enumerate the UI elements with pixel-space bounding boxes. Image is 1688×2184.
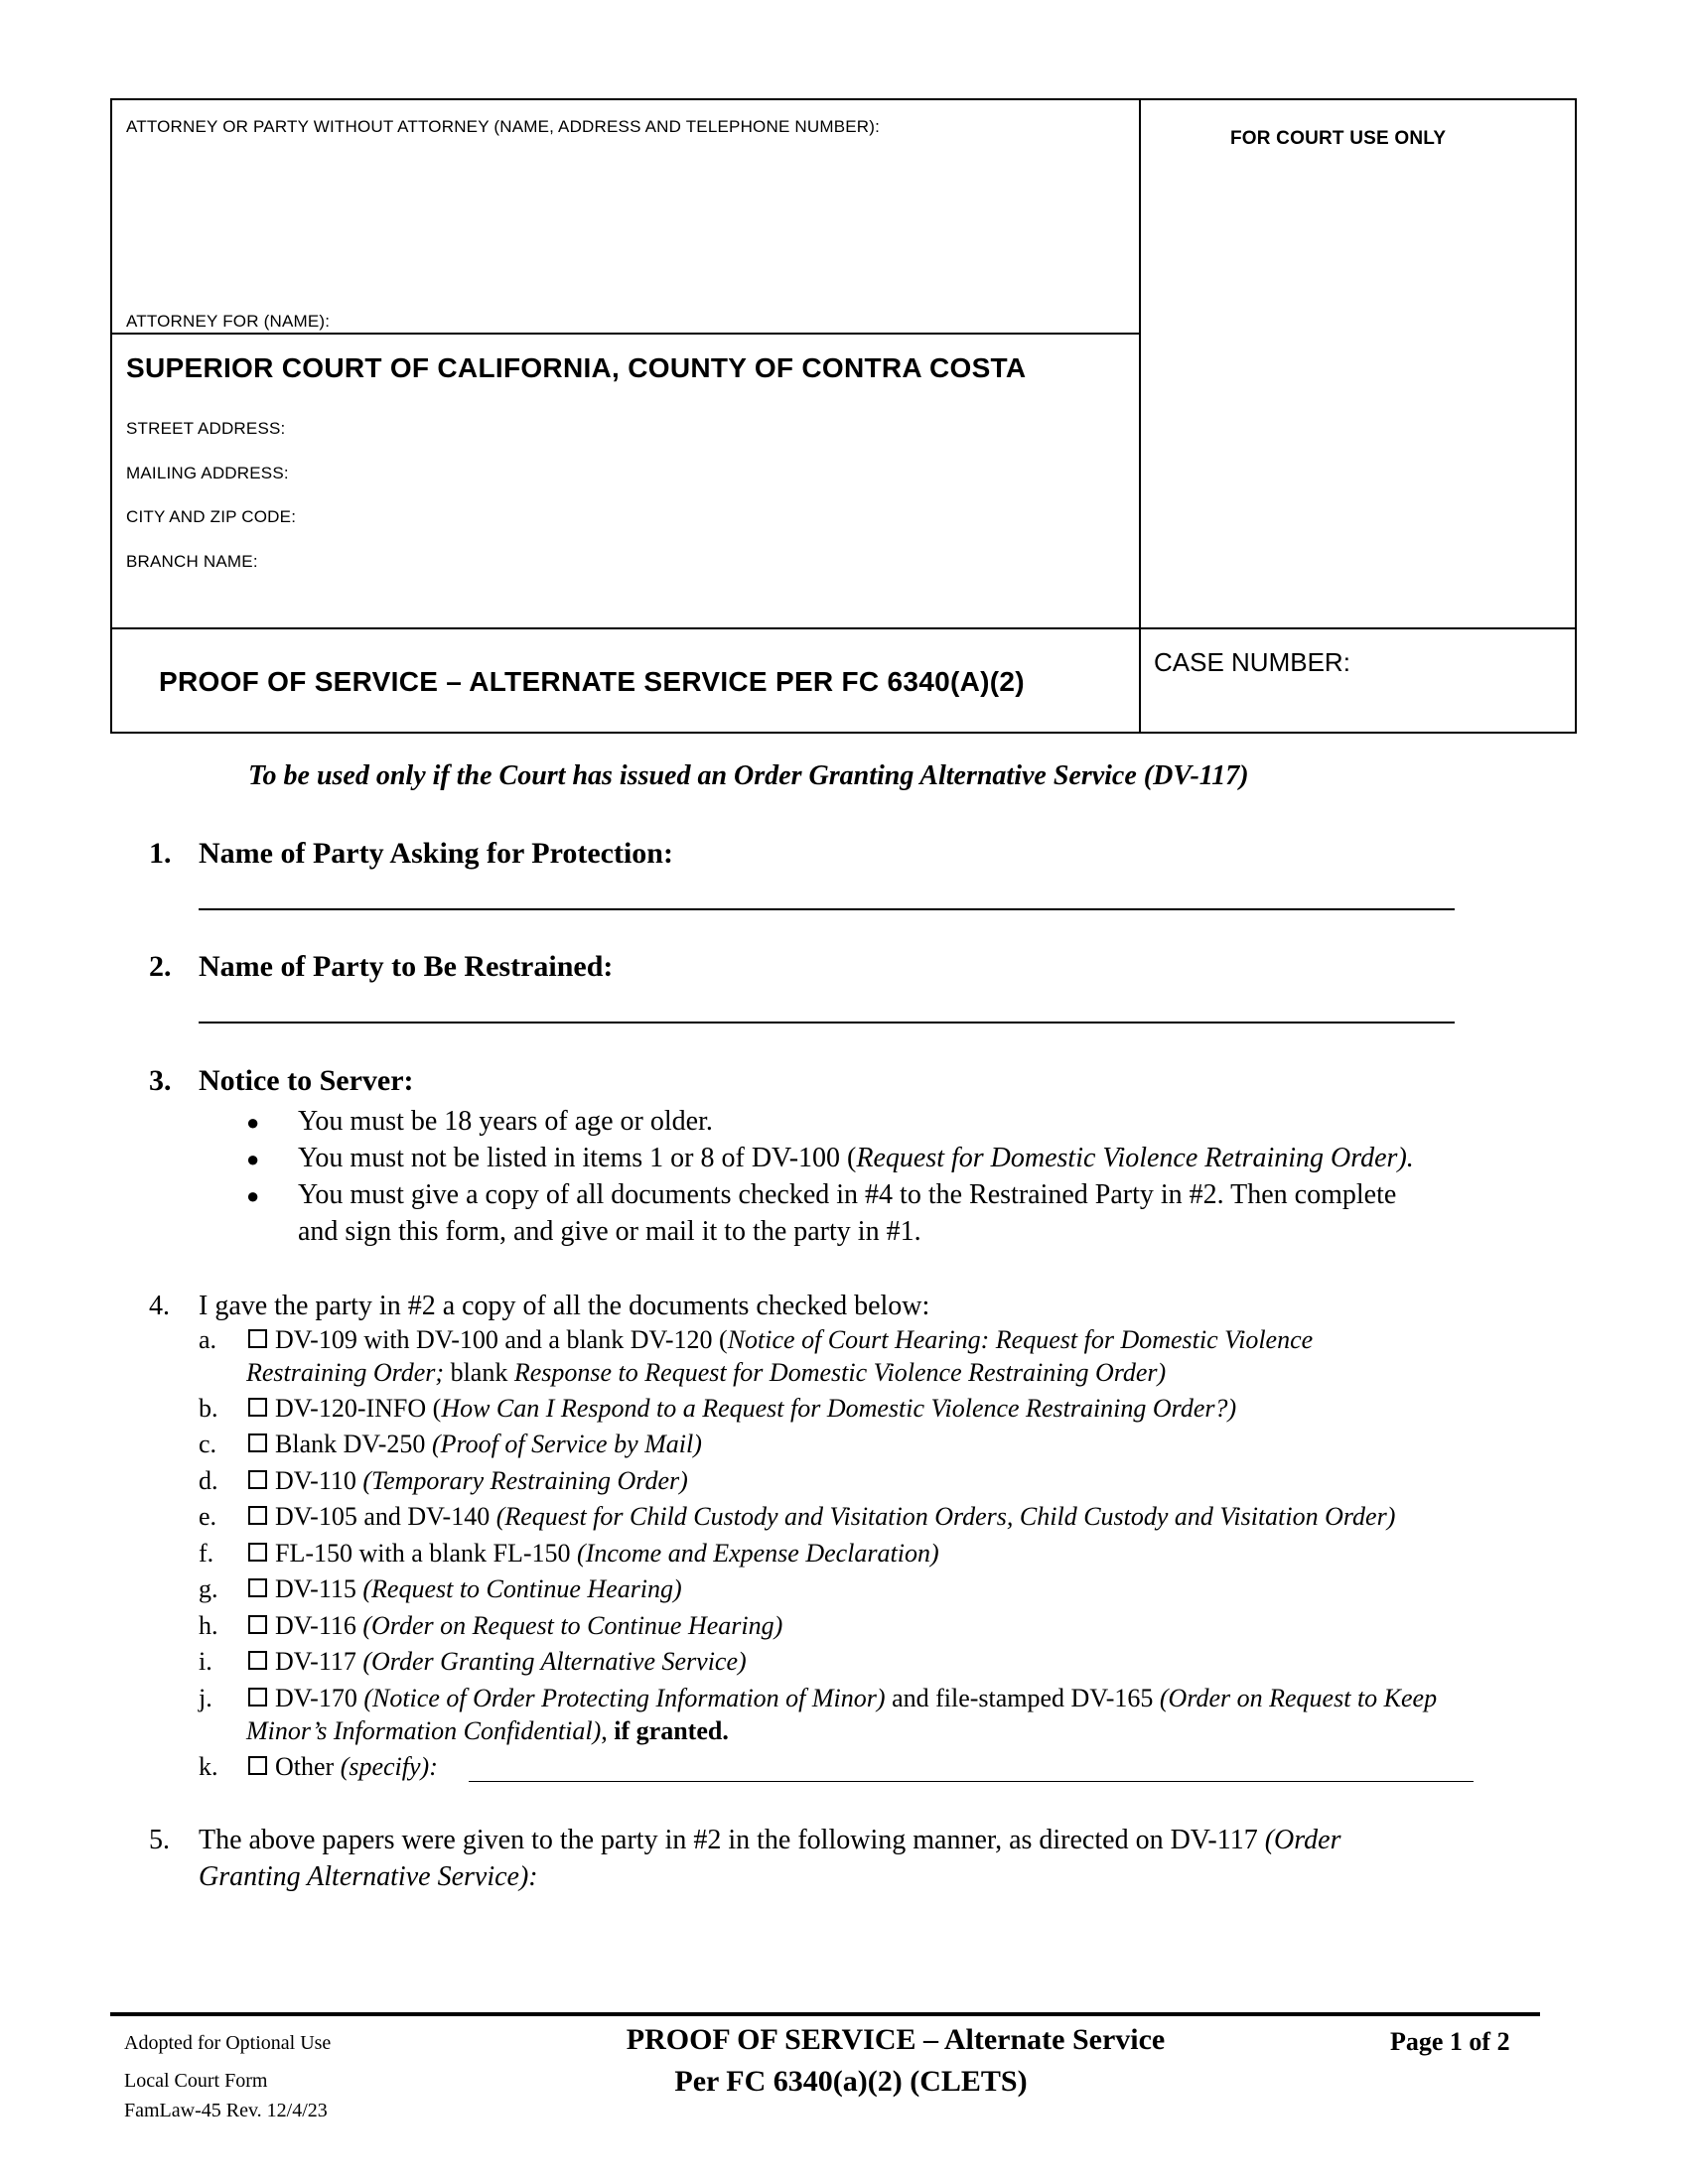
doc-i-row: i. DV-117 (Order Granting Alternative Service) [199,1647,747,1676]
item-1-number: 1. [149,837,172,870]
other-specify-line[interactable] [469,1781,1474,1782]
item-3-label: Notice to Server: [199,1064,414,1097]
item-5-line1: The above papers were given to the party in #2 in the following manner, as directed on DV-117 (Order [199,1825,1341,1855]
doc-a-row: a. DV-109 with DV-100 and a blank DV-120 (Notice of Court Hearing: Request for Domestic Violence [199,1325,1314,1354]
doc-i-checkbox[interactable] [248,1651,267,1670]
caption-divider-attorney [112,333,1139,335]
form-title: PROOF OF SERVICE – ALTERNATE SERVICE PER FC 6340(A)(2) [159,666,1025,697]
attorney-for-label: ATTORNEY FOR (NAME): [126,312,331,331]
page-number: Page 1 of 2 [1390,2027,1510,2056]
doc-h-checkbox[interactable] [248,1615,267,1634]
case-number-label: CASE NUMBER: [1154,647,1350,677]
bullet-icon: ● [246,1147,260,1171]
usage-note: To be used only if the Court has issued an Order Granting Alternative Service (DV-117) [248,760,1249,791]
doc-k-row: k. Other (specify): [199,1752,438,1781]
doc-e-row: e. DV-105 and DV-140 (Request for Child Custody and Visitation Orders, Child Custody and Visitation Order) [199,1502,1396,1531]
footer-title-line1: PROOF OF SERVICE – Alternate Service [626,2023,1166,2056]
caption-box [110,98,1577,734]
doc-a-row-line2: Restraining Order; blank Response to Request for Domestic Violence Restraining Order) [246,1358,1167,1387]
doc-e-checkbox[interactable] [248,1506,267,1525]
footer-form-id: FamLaw-45 Rev. 12/4/23 [124,2100,328,2121]
footer-title-line2: Per FC 6340(a)(2) (CLETS) [674,2065,1028,2098]
doc-j-checkbox[interactable] [248,1688,267,1706]
branch-name-label: BRANCH NAME: [126,552,258,571]
protected-party-name-line[interactable] [199,908,1455,910]
doc-f-row: f. FL-150 with a blank FL-150 (Income and Expense Declaration) [199,1539,939,1568]
notice-deliver-line1: You must give a copy of all documents checked in #4 to the Restrained Party in #2. Then complete [298,1179,1397,1210]
footer-local-form: Local Court Form [124,2070,268,2092]
doc-g-row: g. DV-115 (Request to Continue Hearing) [199,1574,682,1603]
item-1-label: Name of Party Asking for Protection: [199,837,673,870]
court-use-label: FOR COURT USE ONLY [1230,128,1447,149]
caption-divider-title [112,627,1575,629]
attorney-party-label: ATTORNEY OR PARTY WITHOUT ATTORNEY (NAME, ADDRESS AND TELEPHONE NUMBER): [126,117,881,136]
court-name: SUPERIOR COURT OF CALIFORNIA, COUNTY OF CONTRA COSTA [126,352,1027,383]
doc-d-row: d. DV-110 (Temporary Restraining Order) [199,1466,688,1495]
street-address-label: STREET ADDRESS: [126,419,286,438]
notice-age: You must be 18 years of age or older. [298,1106,713,1137]
item-5-line2: Granting Alternative Service): [199,1861,538,1892]
doc-a-checkbox[interactable] [248,1329,267,1348]
item-2-label: Name of Party to Be Restrained: [199,950,614,983]
doc-j-row-line2: Minor’s Information Confidential), if granted. [246,1716,729,1745]
restrained-party-name-line[interactable] [199,1022,1455,1024]
item-4-label: I gave the party in #2 a copy of all the documents checked below: [199,1291,930,1321]
item-5-number: 5. [149,1825,170,1855]
doc-b-row: b. DV-120-INFO (How Can I Respond to a Request for Domestic Violence Restraining Order?) [199,1394,1237,1423]
doc-k-checkbox[interactable] [248,1756,267,1775]
bullet-icon: ● [246,1110,260,1135]
bullet-icon: ● [246,1183,260,1208]
item-2-number: 2. [149,950,172,983]
notice-deliver-line2: and sign this form, and give or mail it to the party in #1. [298,1216,921,1247]
item-3-number: 3. [149,1064,172,1097]
doc-c-checkbox[interactable] [248,1433,267,1452]
doc-c-row: c. Blank DV-250 (Proof of Service by Mail) [199,1430,702,1458]
item-4-number: 4. [149,1291,170,1321]
mailing-address-label: MAILING ADDRESS: [126,464,289,482]
doc-j-row: j. DV-170 (Notice of Order Protecting Information of Minor) and file-stamped DV-165 (Order on Request to Keep [199,1684,1438,1712]
doc-d-checkbox[interactable] [248,1470,267,1489]
footer-rule [110,2012,1540,2016]
notice-not-listed: You must not be listed in items 1 or 8 of DV-100 (Request for Domestic Violence Retraining Order). [298,1143,1414,1173]
doc-f-checkbox[interactable] [248,1543,267,1562]
caption-divider-vertical [1139,100,1141,732]
doc-b-checkbox[interactable] [248,1398,267,1417]
doc-h-row: h. DV-116 (Order on Request to Continue Hearing) [199,1611,783,1640]
city-zip-label: CITY AND ZIP CODE: [126,507,297,526]
footer-adopted: Adopted for Optional Use [124,2032,332,2054]
doc-g-checkbox[interactable] [248,1578,267,1597]
